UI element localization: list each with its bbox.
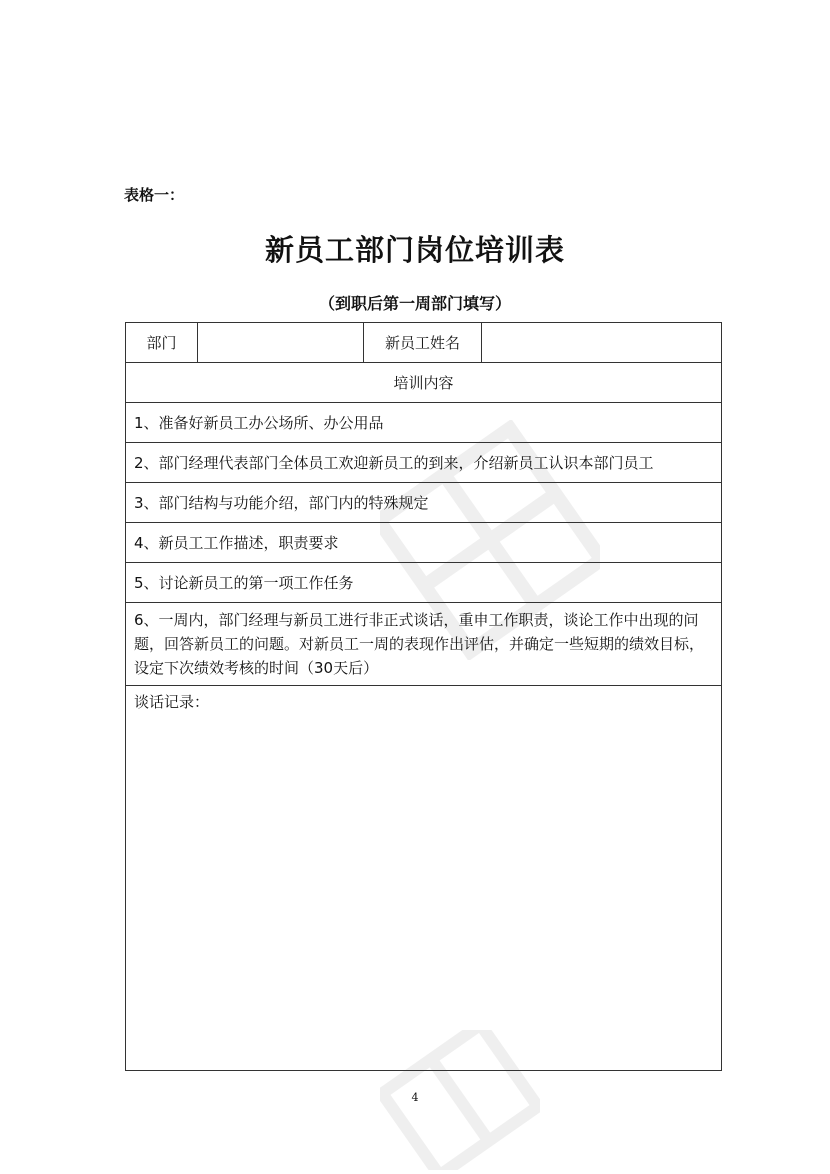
department-field[interactable] (198, 323, 364, 363)
page-title: 新员工部门岗位培训表 (264, 233, 565, 267)
training-form-table (125, 322, 722, 1071)
table-row (126, 443, 722, 483)
page-subtitle: （到职后第一周部门填写） (318, 294, 511, 313)
table-row (126, 323, 722, 363)
employee-name-label: 新员工姓名 (364, 323, 482, 363)
employee-name-field[interactable] (482, 323, 722, 363)
training-item-5: 5、讨论新员工的第一项工作任务 (126, 563, 722, 603)
table-row (126, 403, 722, 443)
table-row (126, 603, 722, 686)
content-header: 培训内容 (126, 363, 722, 403)
training-item-4: 4、新员工工作描述，职责要求 (126, 523, 722, 563)
training-item-6: 6、一周内，部门经理与新员工进行非正式谈话，重申工作职责，谈论工作中出现的问题，回答新员工的问题。对新员工一周的表现作出评估，并确定一些短期的绩效目标，设定下次绩效考核的时间（30天后） (126, 603, 722, 686)
department-label: 部门 (126, 323, 198, 363)
training-item-3: 3、部门结构与功能介绍，部门内的特殊规定 (126, 483, 722, 523)
table-row (126, 483, 722, 523)
table-row (126, 686, 722, 1071)
conversation-notes-label: 谈话记录： (134, 693, 210, 711)
training-item-1: 1、准备好新员工办公场所、办公用品 (126, 403, 722, 443)
training-item-2: 2、部门经理代表部门全体员工欢迎新员工的到来，介绍新员工认识本部门员工 (126, 443, 722, 483)
table-row (126, 523, 722, 563)
table-row (126, 363, 722, 403)
table-label: 表格一： (124, 186, 185, 204)
table-row (126, 563, 722, 603)
page-number: 4 (411, 1091, 419, 1104)
conversation-notes-field[interactable] (126, 686, 722, 1071)
